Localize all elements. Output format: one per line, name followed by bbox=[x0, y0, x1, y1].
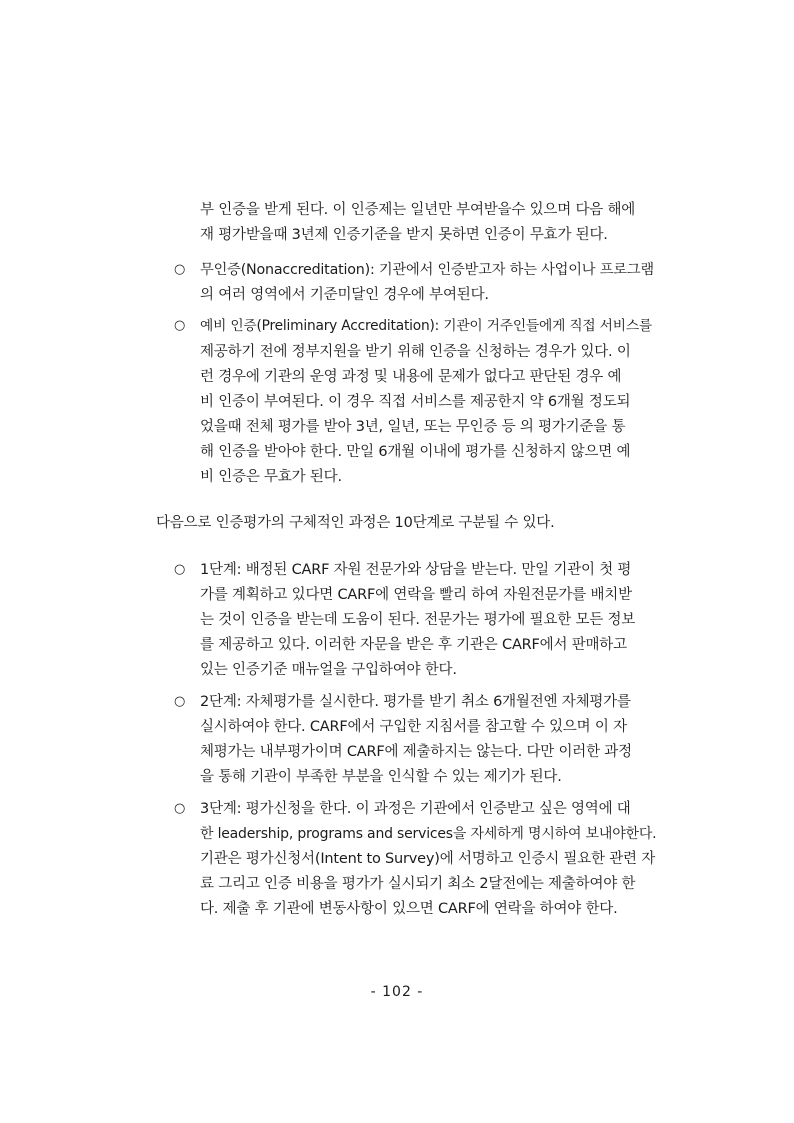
continuation-line: 부 인증을 받게 된다. 이 인증제는 일년만 부여받을수 있으며 다음 해에 bbox=[200, 202, 636, 218]
preliminary-accreditation-line: 런 경우에 기관의 운영 과정 및 내용에 문제가 없다고 판단된 경우 예 bbox=[200, 369, 622, 385]
step-2-line: 2단계: 자체평가를 실시한다. 평가를 받기 취소 6개월전엔 자체평가를 bbox=[200, 694, 631, 710]
step-2-line: 을 통해 기관이 부족한 부분을 인식할 수 있는 제기가 된다. bbox=[200, 769, 562, 785]
bullet-marker: ○ bbox=[174, 801, 186, 816]
step-1-line: 1단계: 배정된 CARF 자원 전문가와 상담을 받는다. 만일 기관이 첫 평 bbox=[200, 562, 632, 578]
preliminary-accreditation-line: 예비 인증(Preliminary Accreditation): 기관이 거주인들에게 직접 서비스를 bbox=[200, 318, 652, 334]
continuation-line: 재 평가받을때 3년제 인증기준을 받지 못하면 인증이 무효가 된다. bbox=[200, 227, 608, 243]
preliminary-accreditation-line: 었을때 전체 평가를 받아 3년, 일년, 또는 무인증 등 의 평가기준을 통 bbox=[200, 419, 626, 435]
step-1-line: 가를 계획하고 있다면 CARF에 연락을 빨리 하여 자원전문가를 배치받 bbox=[200, 587, 632, 603]
step-3-line: 3단계: 평가신청을 한다. 이 과정은 기관에서 인증받고 싶은 영역에 대 bbox=[200, 801, 631, 817]
bullet-marker: ○ bbox=[174, 694, 186, 709]
step-1-line: 있는 인증기준 매뉴얼을 구입하여야 한다. bbox=[200, 662, 457, 678]
step-1-line: 를 제공하고 있다. 이러한 자문을 받은 후 기관은 CARF에서 판매하고 bbox=[200, 637, 627, 653]
step-3-line: 다. 제출 후 기관에 변동사항이 있으면 CARF에 연락을 하여야 한다. bbox=[200, 901, 618, 917]
step-2-line: 실시하여야 한다. CARF에서 구입한 지침서를 참고할 수 있으며 이 자 bbox=[200, 719, 627, 735]
step-3-line: 기관은 평가신청서(Intent to Survey)에 서명하고 인증시 필요한 관련 자 bbox=[200, 851, 656, 867]
bullet-marker: ○ bbox=[174, 262, 186, 277]
preliminary-accreditation-line: 비 인증은 무효가 된다. bbox=[200, 469, 342, 485]
preliminary-accreditation-line: 비 인증이 부여된다. 이 경우 직접 서비스를 제공한지 약 6개월 정도되 bbox=[200, 394, 631, 410]
bullet-marker: ○ bbox=[174, 318, 186, 333]
page-number: - 102 - bbox=[370, 984, 424, 1000]
nonaccreditation-line: 의 여러 영역에서 기준미달인 경우에 부여된다. bbox=[200, 287, 489, 303]
preliminary-accreditation-line: 제공하기 전에 정부지원을 받기 위해 인증을 신청하는 경우가 있다. 이 bbox=[200, 344, 631, 360]
nonaccreditation-line: 무인증(Nonaccreditation): 기관에서 인증받고자 하는 사업이나 프로그램 bbox=[200, 262, 654, 278]
preliminary-accreditation-line: 해 인증을 받아야 한다. 만일 6개월 이내에 평가를 신청하지 않으면 예 bbox=[200, 444, 631, 460]
intro-paragraph: 다음으로 인증평가의 구체적인 과정은 10단계로 구분될 수 있다. bbox=[156, 515, 555, 531]
step-3-line: 료 그리고 인증 비용을 평가가 실시되기 최소 2달전에는 제출하여야 한 bbox=[200, 876, 636, 892]
step-1-line: 는 것이 인증을 받는데 도움이 된다. 전문가는 평가에 필요한 모든 정보 bbox=[200, 612, 636, 628]
step-2-line: 체평가는 내부평가이며 CARF에 제출하지는 않는다. 다만 이러한 과정 bbox=[200, 744, 632, 760]
step-3-line: 한 leadership, programs and services을 자세하게 명시하여 보내야한다. bbox=[200, 826, 657, 842]
bullet-marker: ○ bbox=[174, 562, 186, 577]
